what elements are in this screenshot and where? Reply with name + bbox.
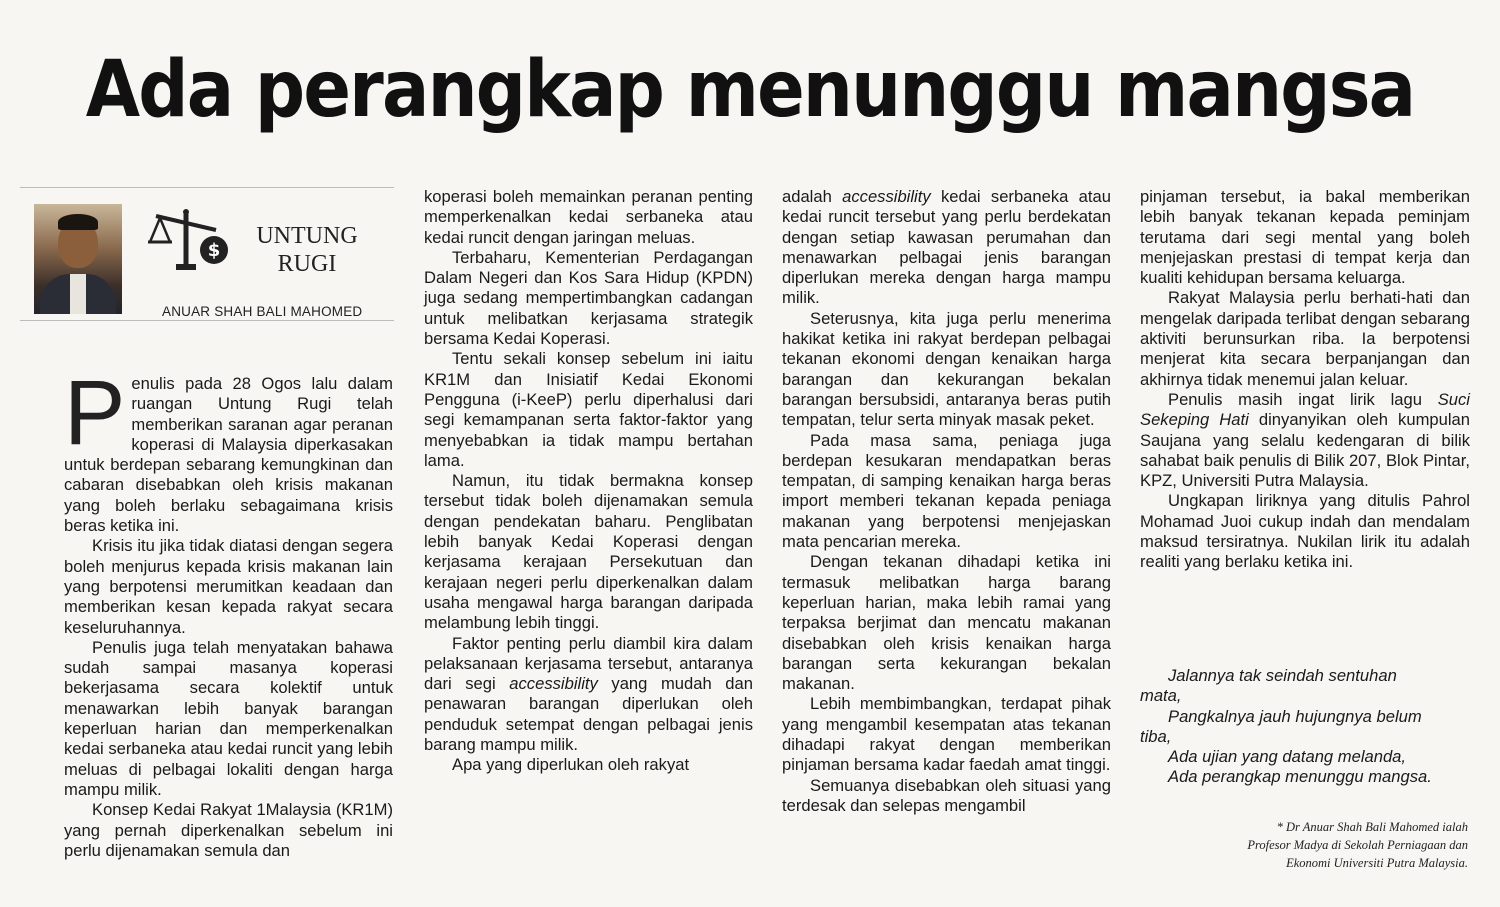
paragraph: Rakyat Malaysia perlu berhati-hati dan mengelak daripada terlibat dengan sebarang aktiviti berunsurkan riba. Ia berpotensi menjerat kita secara berpanjangan dan akhirnya tidak menemui jalan keluar. xyxy=(1140,288,1470,389)
paragraph: Seterusnya, kita juga perlu menerima hakikat ketika ini rakyat berdepan pelbagai tekanan ekonomi dengan kenaikan harga barangan dan kekurangan bekalan barangan bersubsidi, antaranya beras putih tempatan, telur serta minyak masak peket. xyxy=(782,308,1111,430)
paragraph: Namun, itu tidak bermakna konsep tersebut tidak boleh dijenamakan semula dengan pendekatan baharu. Penglibatan lebih banyak Kedai Koperasi dengan kerjasama kerajaan Persekutuan dan kerajaan negeri perlu diperkenalkan dalam usaha mengawal harga barangan daripada melambung lebih tinggi. xyxy=(424,471,753,633)
paragraph: Pada masa sama, peniaga juga berdepan kesukaran mendapatkan beras tempatan, di samping kenaikan harga beras import memberi tekanan kepada peniaga makanan yang berpotensi menjejaskan mata pencarian mereka. xyxy=(782,430,1111,552)
paragraph: koperasi boleh memainkan peranan penting memperkenalkan kedai serbaneka atau kedai runcit dengan jaringan meluas. xyxy=(424,187,753,247)
poem-line: Ada ujian yang datang melanda, xyxy=(1168,747,1407,767)
paragraph: Penulis masih ingat lirik lagu Suci Sekeping Hati dinyanyikan oleh kumpulan Saujana yang selalu kedengaran di bilik sahabat baik penulis di Bilik 207, Blok Pintar, KPZ, Universiti Putra Malaysia. xyxy=(1140,389,1470,491)
paragraph: adalah accessibility kedai serbaneka atau kedai runcit tersebut yang perlu berdekatan dengan setiap kawasan perumahan dan menawarkan pelbagai jenis barangan diperlukan mereka dengan harga mampu milik. xyxy=(782,187,1111,308)
paragraph: Apa yang diperlukan oleh rakyat xyxy=(452,755,690,775)
article-column-3 xyxy=(782,187,1111,816)
paragraph: Penulis juga telah menyatakan bahawa sudah sampai masanya koperasi bekerjasama secara kolektif untuk menawarkan lebih banyak barangan keperluan harian dan memperkenalkan kedai serbaneka atau kedai runcit yang lebih meluas di pelbagai lokaliti dengan harga mampu milik. xyxy=(64,637,393,799)
paragraph: Lebih membimbangkan, terdapat pihak yang mengambil kesempatan atas tekanan dihadapi rakyat dengan memberikan pinjaman bersama kadar faedah amat tinggi. xyxy=(782,694,1111,775)
byline-box xyxy=(20,187,394,321)
drop-cap: P xyxy=(64,362,126,464)
paragraph: Faktor penting perlu diambil kira dalam pelaksanaan kerjasama tersebut, antaranya dari segi accessibility yang mudah dan penawaran barangan diperlukan oleh penduduk setempat dengan pelbagai jenis barang mampu milik. xyxy=(424,633,753,755)
author-footnote: * Dr Anuar Shah Bali Mahomed ialah Profesor Madya di Sekolah Perniagaan dan Ekonomi Universiti Putra Malaysia. xyxy=(1247,820,1468,870)
paragraph: pinjaman tersebut, ia bakal memberikan lebih banyak tekanan kepada peminjam terutama dari segi mental yang boleh menjejaskan prestasi di tempat kerja dan kualiti kehidupan bersama keluarga. xyxy=(1140,187,1470,288)
article-column-2 xyxy=(424,187,753,776)
paragraph: Krisis itu jika tidak diatasi dengan segera boleh menjurus kepada krisis makanan lain yang berpotensi merumitkan keadaan dan memberikan kesan kepada rakyat secara keseluruhannya. xyxy=(64,536,393,637)
scale-dollar-icon xyxy=(146,204,236,274)
paragraph: Dengan tekanan dihadapi ketika ini termasuk melibatkan harga barang keperluan harian, maka lebih ramai yang terpaksa berjimat dan mencatu makanan disebabkan oleh krisis kenaikan harga barangan serta kekurangan bekalan makanan. xyxy=(782,552,1111,694)
author-photo xyxy=(34,204,122,314)
poem-line: tiba, xyxy=(1140,726,1172,746)
paragraph: Tentu sekali konsep sebelum ini iaitu KR1M dan Inisiatif Kedai Ekonomi Pengguna (i-KeeP) perlu diperhalusi dari segi kemampanan serta faktor-faktor yang menyebabkan ia tidak mampu bertahan lama. xyxy=(424,349,753,470)
poem-line: Ada perangkap menunggu mangsa. xyxy=(1168,767,1432,787)
svg-text:$: $ xyxy=(207,240,221,261)
headline: Ada perangkap menunggu mangsa xyxy=(85,45,1415,135)
paragraph: Penulis pada 28 Ogos lalu dalam ruangan Untung Rugi telah memberikan saranan agar peranan koperasi di Malaysia diperkasakan untuk berdepan sebarang kemungkinan dan cabaran disebabkan oleh krisis makanan yang boleh berlaku sebagaimana krisis beras ketika ini. xyxy=(64,362,393,536)
article-column-4 xyxy=(1140,187,1470,573)
paragraph: Semuanya disebabkan oleh situasi yang terdesak dan selepas mengambil xyxy=(782,775,1111,815)
paragraph: Ungkapan liriknya yang ditulis Pahrol Mohamad Juoi cukup indah dan mendalam maksud tersiratnya. Nukilan lirik itu adalah realiti yang berlaku ketika ini. xyxy=(1140,491,1470,572)
author-name: ANUAR SHAH BALI MAHOMED xyxy=(162,304,363,319)
paragraph: Konsep Kedai Rakyat 1Malaysia (KR1M) yang pernah diperkenalkan sebelum ini perlu dijenamakan semula dan xyxy=(64,800,393,860)
poem-line: mata, xyxy=(1140,686,1182,706)
poem-line: Pangkalnya jauh hujungnya belum xyxy=(1168,706,1422,726)
paragraph: Terbaharu, Kementerian Perdagangan Dalam Negeri dan Kos Sara Hidup (KPDN) juga sedang mempertimbangkan cadangan untuk melibatkan kerjasama strategik bersama Kedai Koperasi. xyxy=(424,247,753,349)
poem-line: Jalannya tak seindah sentuhan xyxy=(1168,666,1397,685)
article-column-1 xyxy=(64,362,393,861)
poem xyxy=(1140,666,1470,788)
column-name: UNTUNG RUGI xyxy=(256,223,358,277)
